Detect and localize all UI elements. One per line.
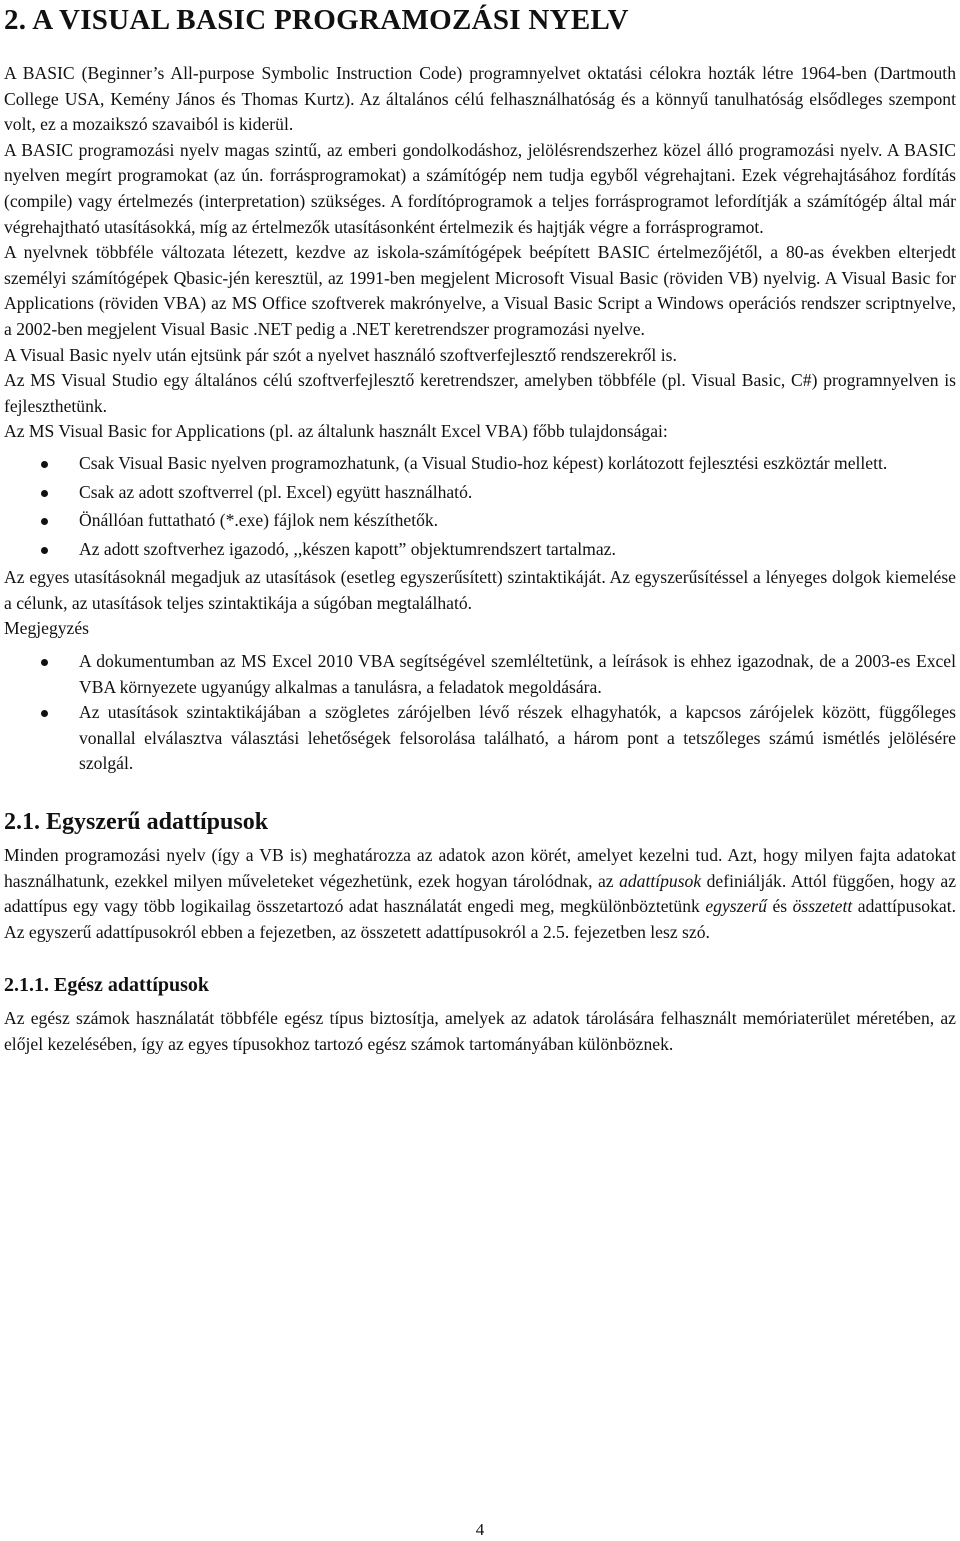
bullet-icon: [41, 490, 48, 497]
intro-paragraph: A BASIC (Beginner’s All-purpose Symbolic Instruction Code) programnyelvet oktatási célokra hozták létre 1964-ben (Dartmouth College USA, Kemény János és Thomas Kurtz). Az általános célú felhasználhatóság és a könnyű tanulhatóság elsődleges szempont volt, ez a mozaikszó szavaiból is kiderül.: [4, 63, 956, 135]
list-item: Csak Visual Basic nyelven programozhatunk, (a Visual Studio-hoz képest) korlátozott fejlesztési eszköztár mellett.: [4, 451, 956, 477]
list-item: Az adott szoftverhez igazodó, ,,készen kapott” objektumrendszert tartalmaz.: [4, 537, 956, 563]
note-label: Megjegyzés: [4, 618, 90, 639]
bullet-icon: [41, 710, 48, 717]
section-2-1-1-paragraph: Az egész számok használatát többféle egész típus biztosítja, amelyek az adatok tárolására felhasznált memóriaterület méretében, az előjel kezelésében, így az egyes típusokhoz tartozó egész számok tartományában különböznek.: [4, 1008, 956, 1054]
list-item: A dokumentumban az MS Excel 2010 VBA segítségével szemléltetünk, a leírások is ehhez igazodnak, de a 2003-es Excel VBA környezete ugyanúgy alkalmas a tanulásra, a feladatok megoldására.: [4, 649, 956, 700]
basic-language-paragraph: A BASIC programozási nyelv magas szintű, az emberi gondolkodáshoz, jelölésrendszerhez közel álló programozási nyelv. A BASIC nyelven megírt programokat (az ún. forrásprogramokat) a számítógép nem tudja egyből végrehajtani. Ezek végrehajtásához fordítás (compile) vagy értelmezés (interpretation) szükséges. A fordítóprogramok a teljes forrásprogramot lefordítják a számítógép által már végrehajtható utasításokká, míg az értelmezők utasításonként értelmezik és hajtják végre a forrásprogramot.: [4, 139, 956, 237]
bullet-icon: [41, 518, 48, 525]
vba-features-list: [4, 451, 956, 562]
page-number: 4: [475, 1520, 485, 1539]
list-item: Csak az adott szoftverrel (pl. Excel) együtt használható.: [4, 480, 956, 506]
notes-list: [4, 649, 956, 777]
bullet-icon: [41, 659, 48, 666]
vba-properties-paragraph: Az MS Visual Basic for Applications (pl. az általunk használt Excel VBA) főbb tulajdonságai:: [4, 421, 668, 442]
section-2-1-heading: 2.1. Egyszerű adattípusok: [4, 809, 269, 836]
chapter-heading: 2. A VISUAL BASIC PROGRAMOZÁSI NYELV: [4, 4, 629, 36]
section-2-1-1-heading: 2.1.1. Egész adattípusok: [4, 974, 210, 997]
page-content: [4, 0, 956, 1058]
versions-paragraph: A nyelvnek többféle változata létezett, kezdve az iskola-számítógépek beépített BASIC értelmezőjétől, a 80-as években elterjedt személyi számítógépek Qbasic-jén keresztül, az 1991-ben megjelent Microsoft Visual Basic (röviden VB) nyelvig. A Visual Basic for Applications (röviden VBA) az MS Office szoftverek makrónyelve, a Visual Basic Script a Windows operációs rendszer scriptnyelve, a 2002-ben megjelent Visual Basic .NET pedig a .NET keretrendszer programozási nyelve.: [4, 242, 956, 339]
dev-systems-paragraph: A Visual Basic nyelv után ejtsünk pár szót a nyelvet használó szoftverfejlesztő rendszerekről is.: [4, 344, 677, 365]
section-2-1-paragraph: Minden programozási nyelv (így a VB is) meghatározza az adatok azon körét, amelyet kezelni tud. Azt, hogy milyen fajta adatokat használhatunk, ezekkel milyen műveleteket végezhetünk, ezek hogyan tárolódnak, az adattípusok definiálják. Attól függően, hogy az adattípus egy vagy több logikailag összetartozó adat használatát engedi meg, megkülönböztetünk egyszerű és összetett adattípusokat. Az egyszerű adattípusokról ebben a fejezetben, az összetett adattípusokról a 2.5. fejezetben lesz szó.: [4, 845, 957, 942]
syntax-paragraph: Az egyes utasításoknál megadjuk az utasítások (esetleg egyszerűsített) szintaktikáját. Az egyszerűsítéssel a lényeges dolgok kiemelése a célunk, az utasítások teljes szintaktikája a súgóban megtalálható.: [4, 567, 956, 613]
bullet-icon: [41, 547, 48, 554]
list-item: Önállóan futtatható (*.exe) fájlok nem készíthetők.: [4, 508, 956, 534]
bullet-icon: [41, 461, 48, 468]
visual-studio-paragraph: Az MS Visual Studio egy általános célú szoftverfejlesztő keretrendszer, amelyben többféle (pl. Visual Basic, C#) programnyelven is fejleszthetünk.: [4, 370, 956, 416]
list-item: Az utasítások szintaktikájában a szögletes zárójelben lévő részek elhagyhatók, a kapcsos zárójelek között, függőleges vonallal elválasztva választási lehetőségek felsorolása található, a három pont a tetszőleges számú ismétlés jelölésére szolgál.: [4, 700, 956, 777]
